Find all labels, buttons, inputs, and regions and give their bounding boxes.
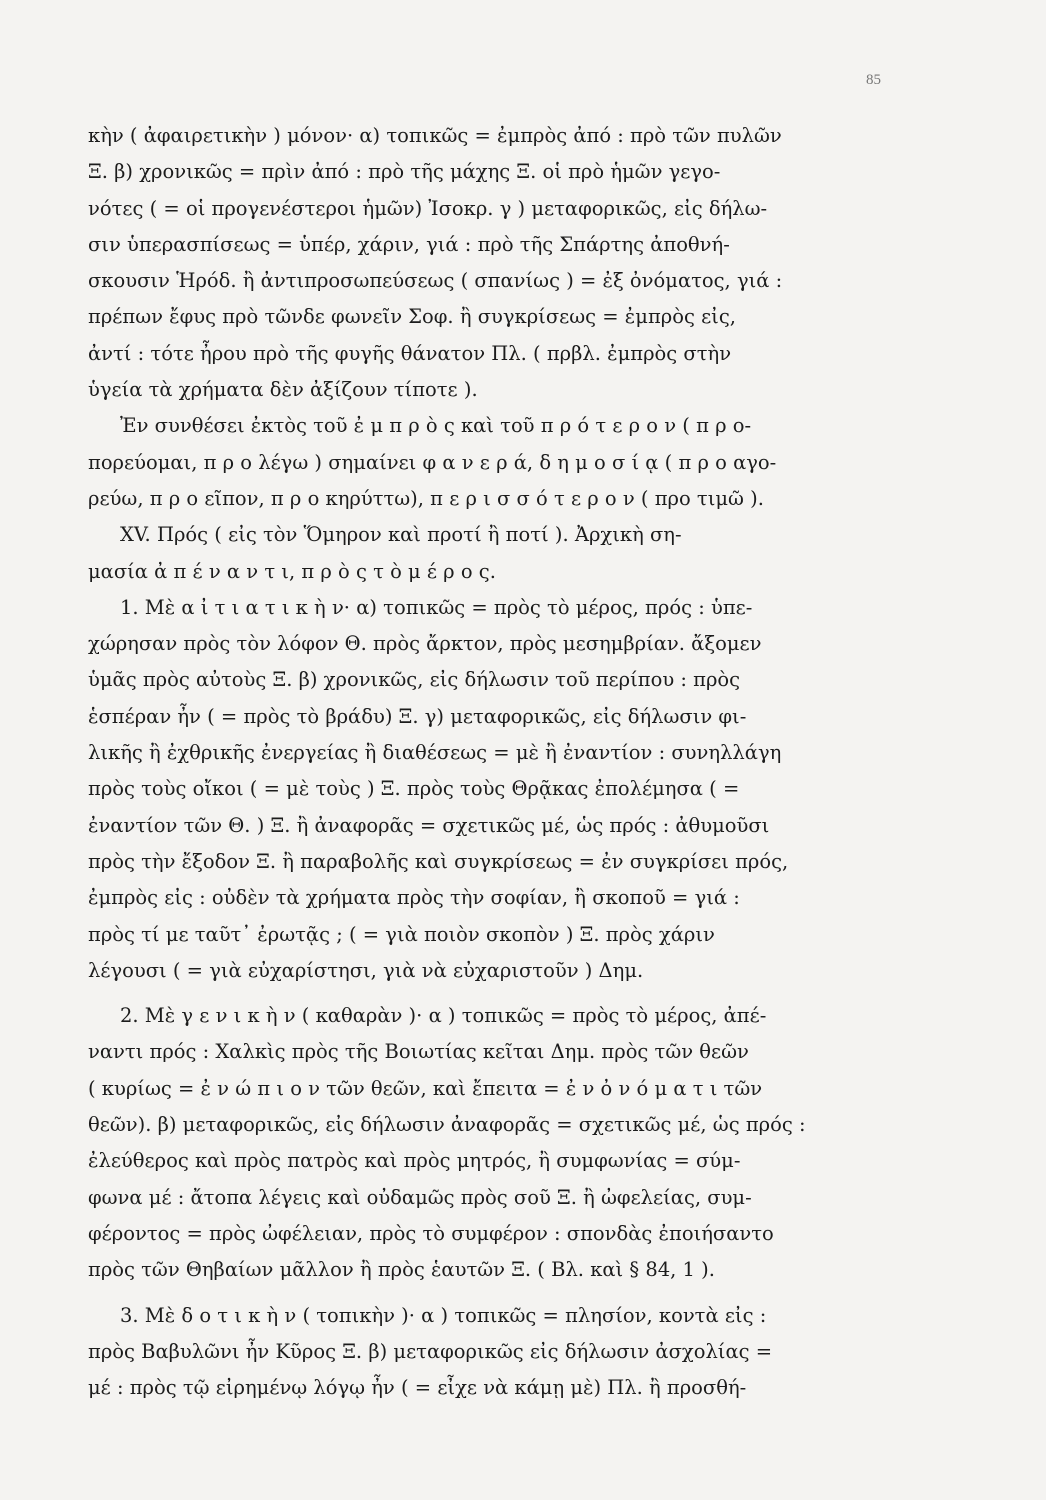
text-line: πρὸς τοὺς οἴκοι ( = μὲ τοὺς ) Ξ. πρὸς τοὺς Θρᾷκας ἐπολέμησα ( =	[88, 777, 740, 801]
text-line: ναντι πρός : Χαλκὶς πρὸς τῆς Βοιωτίας κεῖται Δημ. πρὸς τῶν θεῶν	[88, 1040, 749, 1064]
text-line: λέγουσι ( = γιὰ εὐχαρίστησι, γιὰ νὰ εὐχαριστοῦν ) Δημ.	[88, 958, 644, 982]
text-line: μασία ἀ π έ ν α ν τ ι, π ρ ὸ ς τ ὸ μ έ ρ ο ς.	[88, 559, 496, 583]
text-line: 2. Μὲ γ ε ν ι κ ὴ ν ( καθαρὰν )· α ) τοπικῶς = πρὸς τὸ μέρος, ἀπέ-	[120, 1004, 767, 1028]
text-line: πορεύομαι, π ρ ο λέγω ) σημαίνει φ α ν ε ρ ά, δ η μ ο σ ί ᾳ ( π ρ ο αγο-	[88, 450, 777, 474]
text-line: νότες ( = οἱ προγενέστεροι ἡμῶν) Ἰσοκρ. γ ) μεταφορικῶς, εἰς δήλω-	[88, 196, 768, 220]
text-line: 1. Μὲ α ἰ τ ι α τ ι κ ὴ ν· α) τοπικῶς = πρὸς τὸ μέρος, πρός : ὑπε-	[120, 595, 753, 619]
text-line: πρὸς τὴν ἔξοδον Ξ. ἢ παραβολῆς καὶ συγκρίσεως = ἐν συγκρίσει πρός,	[88, 849, 789, 873]
body-text	[88, 118, 908, 1406]
text-line: κὴν ( ἀφαιρετικὴν ) μόνον· α) τοπικῶς = ἐμπρὸς ἀπό : πρὸ τῶν πυλῶν	[88, 124, 782, 147]
text-line: φέροντος = πρὸς ὠφέλειαν, πρὸς τὸ συμφέρον : σπονδὰς ἐποιήσαντο	[88, 1221, 774, 1245]
section-heading-line: XV. Πρός ( εἰς τὸν Ὅμηρον καὶ προτί ἢ ποτί ). Ἀρχικὴ ση-	[120, 523, 682, 547]
text-line: 3. Μὲ δ ο τ ι κ ὴ ν ( τοπικὴν )· α ) τοπικῶς = πλησίον, κοντὰ εἰς :	[120, 1303, 767, 1327]
text-line: λικῆς ἢ ἐχθρικῆς ἐνεργείας ἢ διαθέσεως = μὲ ἢ ἐναντίον : συνηλλάγη	[88, 741, 782, 765]
text-line: σιν ὑπερασπίσεως = ὑπέρ, χάριν, γιά : πρὸ τῆς Σπάρτης ἀποθνή-	[88, 232, 730, 256]
text-line: ἐλεύθερος καὶ πρὸς πατρὸς καὶ πρὸς μητρός, ἢ συμφωνίας = σύμ-	[88, 1149, 741, 1173]
text-line: ἐμπρὸς εἰς : οὐδὲν τὰ χρήματα πρὸς τὴν σοφίαν, ἢ σκοποῦ = γιά :	[88, 886, 740, 910]
text-line: ἀντί : τότε ἦρου πρὸ τῆς φυγῆς θάνατον Πλ. ( πρβλ. ἐμπρὸς στὴν	[88, 341, 732, 365]
text-line: ὑμᾶς πρὸς αὐτοὺς Ξ. β) χρονικῶς, εἰς δήλωσιν τοῦ περίπου : πρὸς	[88, 668, 741, 692]
text-line: ρεύω, π ρ ο εῖπον, π ρ ο κηρύττω), π ε ρ ι σ σ ό τ ε ρ ο ν ( προ τιμῶ ).	[88, 486, 764, 510]
text-line: σκουσιν Ἡρόδ. ἢ ἀντιπροσωπεύσεως ( σπανίως ) = ἐξ ὀνόματος, γιά :	[88, 269, 783, 293]
text-line: Ἐν συνθέσει ἐκτὸς τοῦ ἐ μ π ρ ὸ ς καὶ τοῦ π ρ ό τ ε ρ ο ν ( π ρ ο-	[120, 414, 752, 438]
text-line: πρὸς τῶν Θηβαίων μᾶλλον ἢ πρὸς ἑαυτῶν Ξ. ( Βλ. καὶ § 84, 1 ).	[88, 1258, 715, 1282]
text-line: πρὸς Βαβυλῶνι ἦν Κῦρος Ξ. β) μεταφορικῶς εἰς δήλωσιν ἀσχολίας =	[88, 1339, 773, 1363]
text-line: μέ : πρὸς τῷ εἰρημένῳ λόγῳ ἦν ( = εἶχε νὰ κάμῃ μὲ) Πλ. ἢ προσθή-	[88, 1376, 747, 1400]
text-line: ( κυρίως = ἐ ν ώ π ι ο ν τῶν θεῶν, καὶ ἔπειτα = ἐ ν ὀ ν ό μ α τ ι τῶν	[88, 1076, 763, 1100]
text-line: ὑγεία τὰ χρήματα δὲν ἀξίζουν τίποτε ).	[88, 378, 478, 402]
page-number: 85	[866, 72, 881, 88]
text-line: ἑσπέραν ἦν ( = πρὸς τὸ βράδυ) Ξ. γ) μεταφορικῶς, εἰς δήλωσιν φι-	[88, 704, 747, 728]
text-line: Ξ. β) χρονικῶς = πρὶν ἀπό : πρὸ τῆς μάχης Ξ. οἱ πρὸ ἡμῶν γεγο-	[88, 160, 721, 184]
text-line: ἐναντίον τῶν Θ. ) Ξ. ἢ ἀναφορᾶς = σχετικῶς μέ, ὡς πρός : ἀθυμοῦσι	[88, 813, 770, 837]
text-line: πρὸς τί με ταῦτ᾽ ἐρωτᾷς ; ( = γιὰ ποιὸν σκοπὸν ) Ξ. πρὸς χάριν	[88, 922, 715, 946]
text-line: θεῶν). β) μεταφορικῶς, εἰς δήλωσιν ἀναφορᾶς = σχετικῶς μέ, ὡς πρός :	[88, 1113, 806, 1137]
text-line: χώρησαν πρὸς τὸν λόφον Θ. πρὸς ἄρκτον, πρὸς μεσημβρίαν. ἄξομεν	[88, 632, 762, 656]
text-line: φωνα μέ : ἄτοπα λέγεις καὶ οὐδαμῶς πρὸς σοῦ Ξ. ἢ ὠφελείας, συμ-	[88, 1185, 752, 1209]
text-line: πρέπων ἔφυς πρὸ τῶνδε φωνεῖν Σοφ. ἢ συγκρίσεως = ἐμπρὸς εἰς,	[88, 305, 736, 329]
